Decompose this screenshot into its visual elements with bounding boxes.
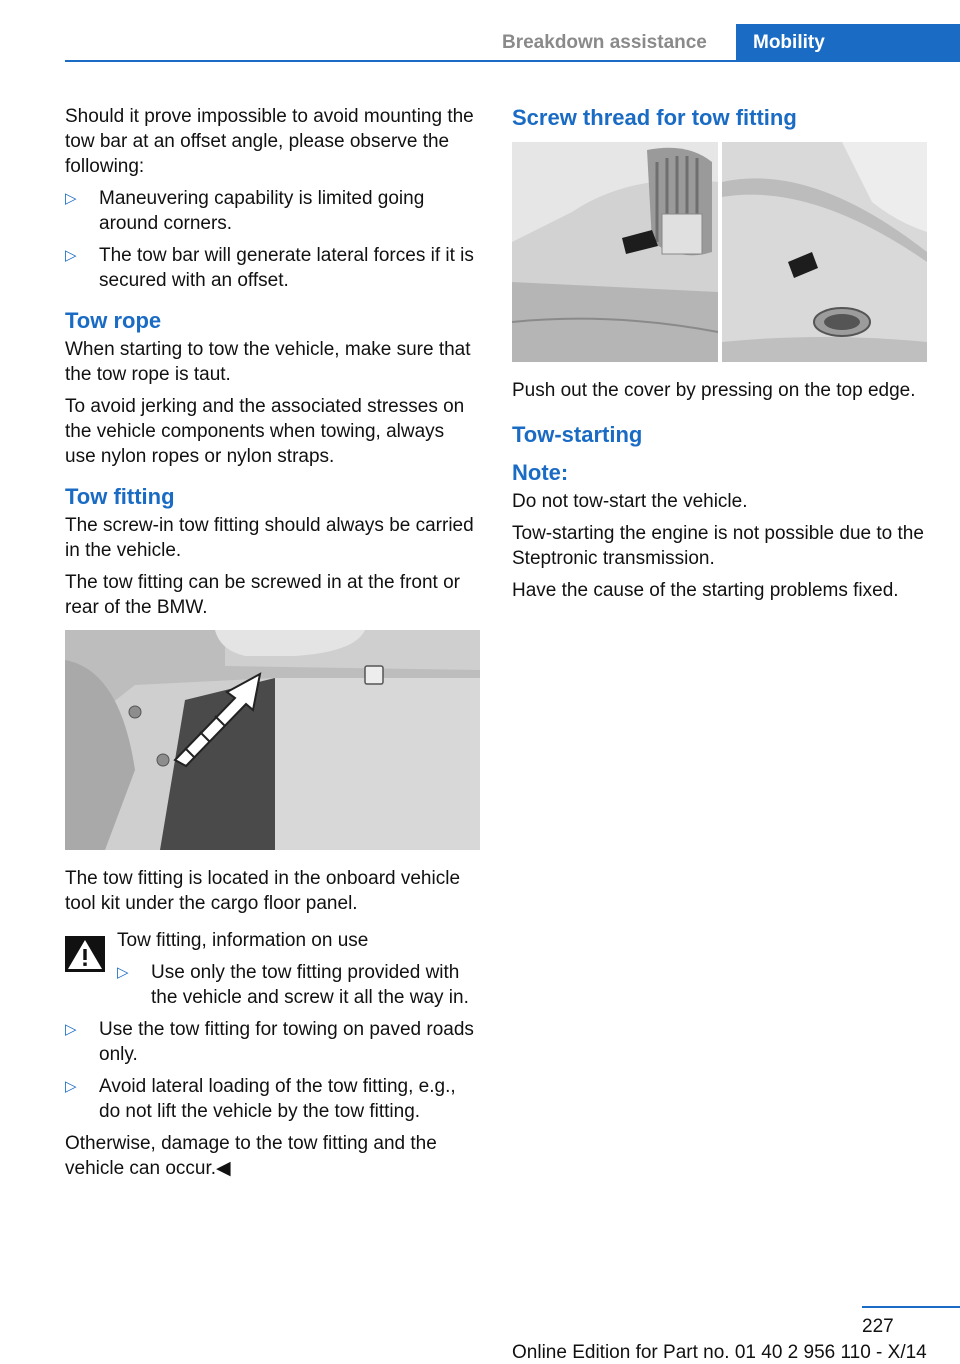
tow-rope-paragraph-2: To avoid jerking and the associated stresses on the vehicle components when towing, always use nylon ropes or nylon straps. [65, 396, 465, 467]
note-paragraph-2: Tow-starting the engine is not possible due to the Steptronic transmission. [512, 523, 924, 569]
note-heading: Note: [512, 460, 569, 485]
tow-rope-paragraph-1: When starting to tow the vehicle, make sure that the tow rope is taut. [65, 339, 471, 385]
edition-line: Online Edition for Part no. 01 40 2 956 110 - X/14 [512, 1342, 927, 1363]
list-item: ▷ Avoid lateral loading of the tow fitting, e.g., do not lift the vehicle by the tow fitting. [65, 1076, 456, 1122]
tow-fitting-paragraph-1: The screw-in tow fitting should always be carried in the vehicle. [65, 515, 474, 561]
header-section-title: Breakdown assistance [502, 32, 707, 53]
bumper-screw-thread-illustration [512, 142, 927, 362]
warning-triangle-icon [65, 936, 105, 972]
list-item: ▷ Maneuvering capability is limited going around corners. [65, 188, 425, 234]
warning-block [65, 928, 480, 1010]
tow-fitting-caption: The tow fitting is located in the onboard vehicle tool kit under the cargo floor panel. [65, 868, 461, 914]
right-column [512, 104, 927, 610]
footer-rule [862, 1306, 960, 1308]
tow-rope-heading: Tow rope [65, 308, 162, 333]
screw-thread-heading: Screw thread for tow fitting [512, 105, 797, 130]
triangle-right-icon: ▷ [65, 1078, 77, 1095]
header-rule [65, 60, 960, 62]
page-number: 227 [862, 1316, 894, 1337]
triangle-right-icon: ▷ [117, 964, 129, 981]
screw-thread-paragraph: Push out the cover by pressing on the top edge. [512, 380, 916, 401]
list-item: ▷ The tow bar will generate lateral forces if it is secured with an offset. [65, 245, 474, 291]
warning-outro: Otherwise, damage to the tow fitting and the vehicle can occur.◀ [65, 1133, 437, 1179]
intro-paragraph: Should it prove impossible to avoid mounting the tow bar at an offset angle, please observe the following: [65, 106, 474, 177]
triangle-right-icon: ▷ [65, 1021, 77, 1038]
intro-bullet-list [65, 186, 480, 293]
warning-bullet-list-continued [65, 1017, 480, 1124]
triangle-right-icon: ▷ [65, 190, 77, 207]
warning-title: Tow fitting, information on use [117, 930, 369, 951]
note-paragraph-3: Have the cause of the starting problems fixed. [512, 580, 899, 601]
list-item: ▷ Use only the tow fitting provided with the vehicle and screw it all the way in. [117, 962, 469, 1008]
note-paragraph-1: Do not tow-start the vehicle. [512, 491, 748, 512]
tow-fitting-heading: Tow fitting [65, 484, 175, 509]
triangle-right-icon: ▷ [65, 247, 77, 264]
warning-bullet-list [117, 960, 480, 1010]
list-item: ▷ Use the tow fitting for towing on paved roads only. [65, 1019, 474, 1065]
tow-fitting-paragraph-2: The tow fitting can be screwed in at the front or rear of the BMW. [65, 572, 460, 618]
tow-starting-heading: Tow-starting [512, 422, 643, 447]
left-column [65, 104, 480, 1188]
header-tab-mobility: Mobility [736, 24, 960, 62]
cargo-area-illustration [65, 630, 480, 850]
